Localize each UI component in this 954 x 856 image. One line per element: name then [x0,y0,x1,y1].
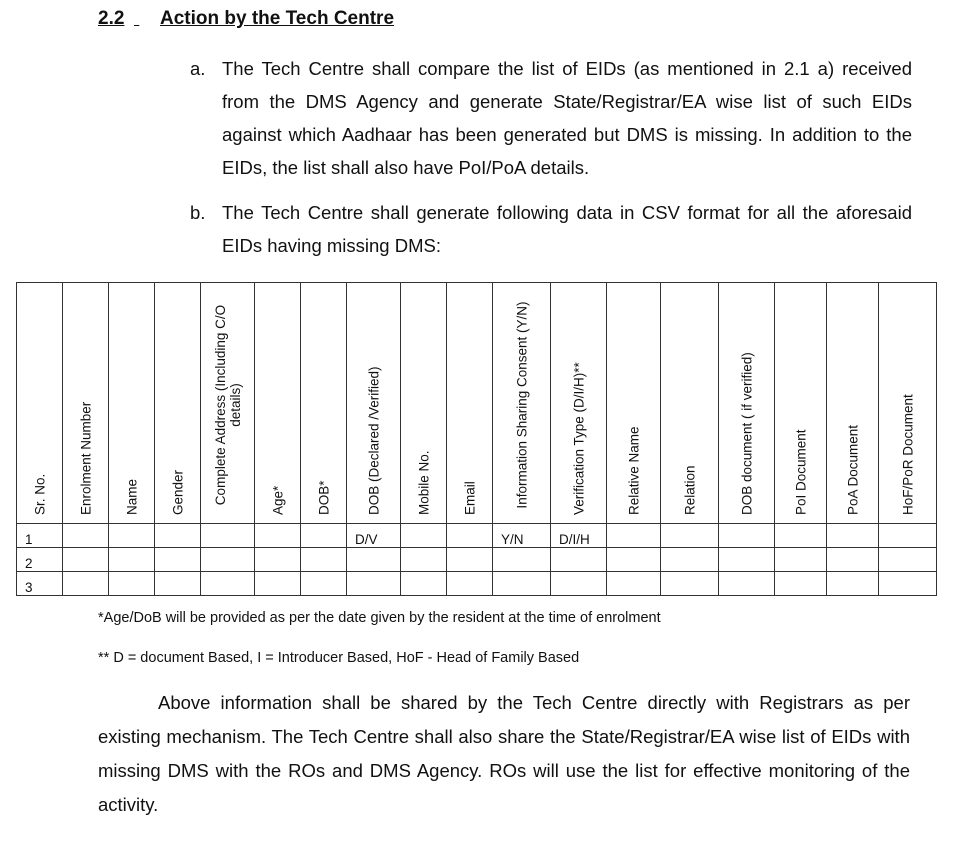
table-cell [879,524,937,548]
col-header: PoA Document [827,283,879,524]
table-cell [155,524,201,548]
table-cell [201,572,255,596]
list-item-text: The Tech Centre shall generate following data in CSV format for all the aforesaid EIDs having missing DMS: [222,202,912,256]
table-cell [879,572,937,596]
table-cell [347,548,401,572]
table-cell [775,548,827,572]
list-marker: a. [190,58,206,79]
col-header: Mobile No. [401,283,447,524]
table-cell [607,572,661,596]
table-cell [447,572,493,596]
table-row [17,548,937,572]
col-header: Age* [255,283,301,524]
table-cell [775,524,827,548]
table-cell: D/V [347,524,401,548]
col-header: Complete Address (Including C/O details) [201,283,255,524]
col-header: Email [447,283,493,524]
section-heading [98,8,394,30]
col-header: DOB* [301,283,347,524]
footnote-verification: ** D = document Based, I = Introducer Based, HoF - Head of Family Based [98,650,580,666]
table-cell [255,572,301,596]
table-cell [827,548,879,572]
table-cell [401,572,447,596]
table-cell [155,548,201,572]
table-cell [63,524,109,548]
col-header: DOB document ( if verified) [719,283,775,524]
table-cell [401,548,447,572]
table-cell [201,524,255,548]
heading-gap [134,8,160,30]
table-cell [827,572,879,596]
section-title: Action by the Tech Centre [160,8,395,29]
table-cell [607,524,661,548]
table-cell [155,572,201,596]
table-cell [775,572,827,596]
table-cell [63,548,109,572]
table-cell [661,572,719,596]
table-cell [719,524,775,548]
closing-text: Above information shall be shared by the Tech Centre directly with Registrars as per existing mechanism. The Tech Centre shall also share the State/Registrar/EA wise list of EIDs with missing DMS with the ROs and DMS Agency. ROs will use the list for effective monitoring of the activity. [98,692,910,815]
closing-paragraph [98,686,910,856]
table-cell [447,548,493,572]
table-cell [255,548,301,572]
table-cell [827,524,879,548]
footnote-age-dob: *Age/DoB will be provided as per the date given by the resident at the time of enrolment [98,610,661,626]
col-header: Relation [661,283,719,524]
table-cell [607,548,661,572]
table-row [17,572,937,596]
table-cell [109,548,155,572]
table-header-row [17,283,937,524]
table-cell [661,548,719,572]
table-cell: D/I/H [551,524,607,548]
table-cell: 3 [17,572,63,596]
table-cell [493,572,551,596]
table-cell [347,572,401,596]
table-row [17,524,937,548]
table-cell [201,548,255,572]
col-header: Enrolment Number [63,283,109,524]
col-header: PoI Document [775,283,827,524]
list-item-a [190,52,912,184]
section-number: 2.2 [98,8,125,29]
col-header: Information Sharing Consent (Y/N) [493,283,551,524]
table-cell [879,548,937,572]
col-header: Verification Type (D/I/H)** [551,283,607,524]
table-cell [301,548,347,572]
list-item-b [190,196,912,262]
table-cell [719,548,775,572]
table-cell [63,572,109,596]
table-cell [301,572,347,596]
table-cell [493,548,551,572]
table-cell [551,548,607,572]
col-header: DOB (Declared /Verified) [347,283,401,524]
col-header: Gender [155,283,201,524]
col-header: Sr. No. [17,283,63,524]
col-header: HoF/PoR Document [879,283,937,524]
table-cell [661,524,719,548]
table-cell [109,524,155,548]
col-header: Name [109,283,155,524]
table-cell: 1 [17,524,63,548]
col-header: Relative Name [607,283,661,524]
table-cell: 2 [17,548,63,572]
list-marker: b. [190,202,206,223]
table-cell [401,524,447,548]
table-cell [109,572,155,596]
table-cell: Y/N [493,524,551,548]
table-cell [447,524,493,548]
eid-data-table [16,282,937,596]
table-cell [301,524,347,548]
table-cell [255,524,301,548]
list-item-text: The Tech Centre shall compare the list of EIDs (as mentioned in 2.1 a) received from the DMS Agency and generate State/Registrar/EA wise list of such EIDs against which Aadhaar has been generated but DMS is missing. In addition to the EIDs, the list shall also have PoI/PoA details. [222,58,912,178]
table-cell [719,572,775,596]
table-cell [551,572,607,596]
